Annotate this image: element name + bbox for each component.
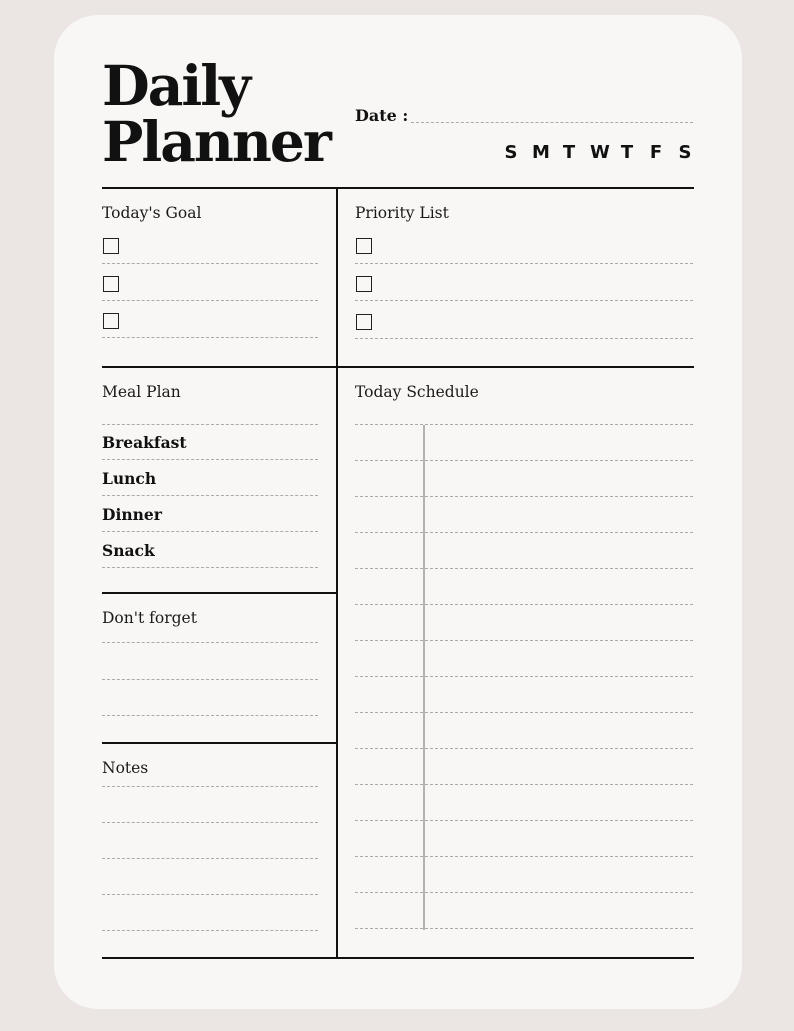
section-rule-2 [102, 592, 336, 594]
schedule-line-10[interactable] [355, 748, 693, 749]
meal-breakfast-label: Breakfast [102, 433, 187, 452]
weekday-wed[interactable]: W [590, 142, 610, 163]
weekday-selector [503, 142, 695, 164]
goal-checkbox-3[interactable] [103, 313, 119, 329]
schedule-line-12[interactable] [355, 820, 693, 821]
schedule-title: Today Schedule [355, 383, 479, 401]
date-field[interactable] [411, 122, 693, 123]
priority-line-2[interactable] [355, 300, 693, 301]
schedule-line-11[interactable] [355, 784, 693, 785]
goal-checkbox-1[interactable] [103, 238, 119, 254]
schedule-line-6[interactable] [355, 604, 693, 605]
goal-line-2[interactable] [102, 300, 318, 301]
notes-line-4[interactable] [102, 894, 318, 895]
schedule-line-9[interactable] [355, 712, 693, 713]
meal-line-breakfast[interactable] [102, 459, 318, 460]
priority-line-1[interactable] [355, 263, 693, 264]
forget-line-3[interactable] [102, 715, 318, 716]
meal-line-dinner[interactable] [102, 531, 318, 532]
weekday-mon[interactable]: M [532, 142, 550, 163]
section-rule-3 [102, 742, 336, 744]
notes-line-5[interactable] [102, 930, 318, 931]
weekday-fri[interactable]: F [649, 142, 663, 163]
priority-line-3[interactable] [355, 338, 693, 339]
priority-checkbox-2[interactable] [356, 276, 372, 292]
schedule-line-1[interactable] [355, 424, 693, 425]
column-divider [336, 187, 338, 959]
schedule-line-15[interactable] [355, 928, 693, 929]
goal-line-3[interactable] [102, 337, 318, 338]
title-line-1: Daily [102, 53, 250, 118]
schedule-time-divider [423, 425, 425, 930]
priority-checkbox-3[interactable] [356, 314, 372, 330]
schedule-line-5[interactable] [355, 568, 693, 569]
weekday-sat[interactable]: S [678, 142, 692, 163]
meal-line-0 [102, 424, 318, 425]
notes-line-1[interactable] [102, 786, 318, 787]
goal-title: Today's Goal [102, 204, 202, 222]
meal-line-lunch[interactable] [102, 495, 318, 496]
priority-checkbox-1[interactable] [356, 238, 372, 254]
meal-dinner-label: Dinner [102, 505, 162, 524]
forget-title: Don't forget [102, 609, 197, 627]
weekday-thu[interactable]: T [620, 142, 634, 163]
schedule-line-8[interactable] [355, 676, 693, 677]
bottom-rule [102, 957, 694, 959]
notes-title: Notes [102, 759, 149, 777]
weekday-sun[interactable]: S [504, 142, 518, 163]
weekday-tue[interactable]: T [562, 142, 576, 163]
schedule-line-3[interactable] [355, 496, 693, 497]
notes-line-3[interactable] [102, 858, 318, 859]
schedule-line-13[interactable] [355, 856, 693, 857]
schedule-line-2[interactable] [355, 460, 693, 461]
meal-snack-label: Snack [102, 541, 155, 560]
meal-lunch-label: Lunch [102, 469, 157, 488]
date-label: Date : [355, 106, 409, 125]
forget-line-1[interactable] [102, 642, 318, 643]
schedule-line-4[interactable] [355, 532, 693, 533]
priority-title: Priority List [355, 204, 449, 222]
goal-checkbox-2[interactable] [103, 276, 119, 292]
top-rule [102, 187, 694, 189]
schedule-line-14[interactable] [355, 892, 693, 893]
meal-line-snack[interactable] [102, 567, 318, 568]
meal-title: Meal Plan [102, 383, 181, 401]
schedule-line-7[interactable] [355, 640, 693, 641]
forget-line-2[interactable] [102, 679, 318, 680]
section-rule-1 [102, 366, 694, 368]
goal-line-1[interactable] [102, 263, 318, 264]
title-line-2: Planner [102, 109, 330, 174]
notes-line-2[interactable] [102, 822, 318, 823]
